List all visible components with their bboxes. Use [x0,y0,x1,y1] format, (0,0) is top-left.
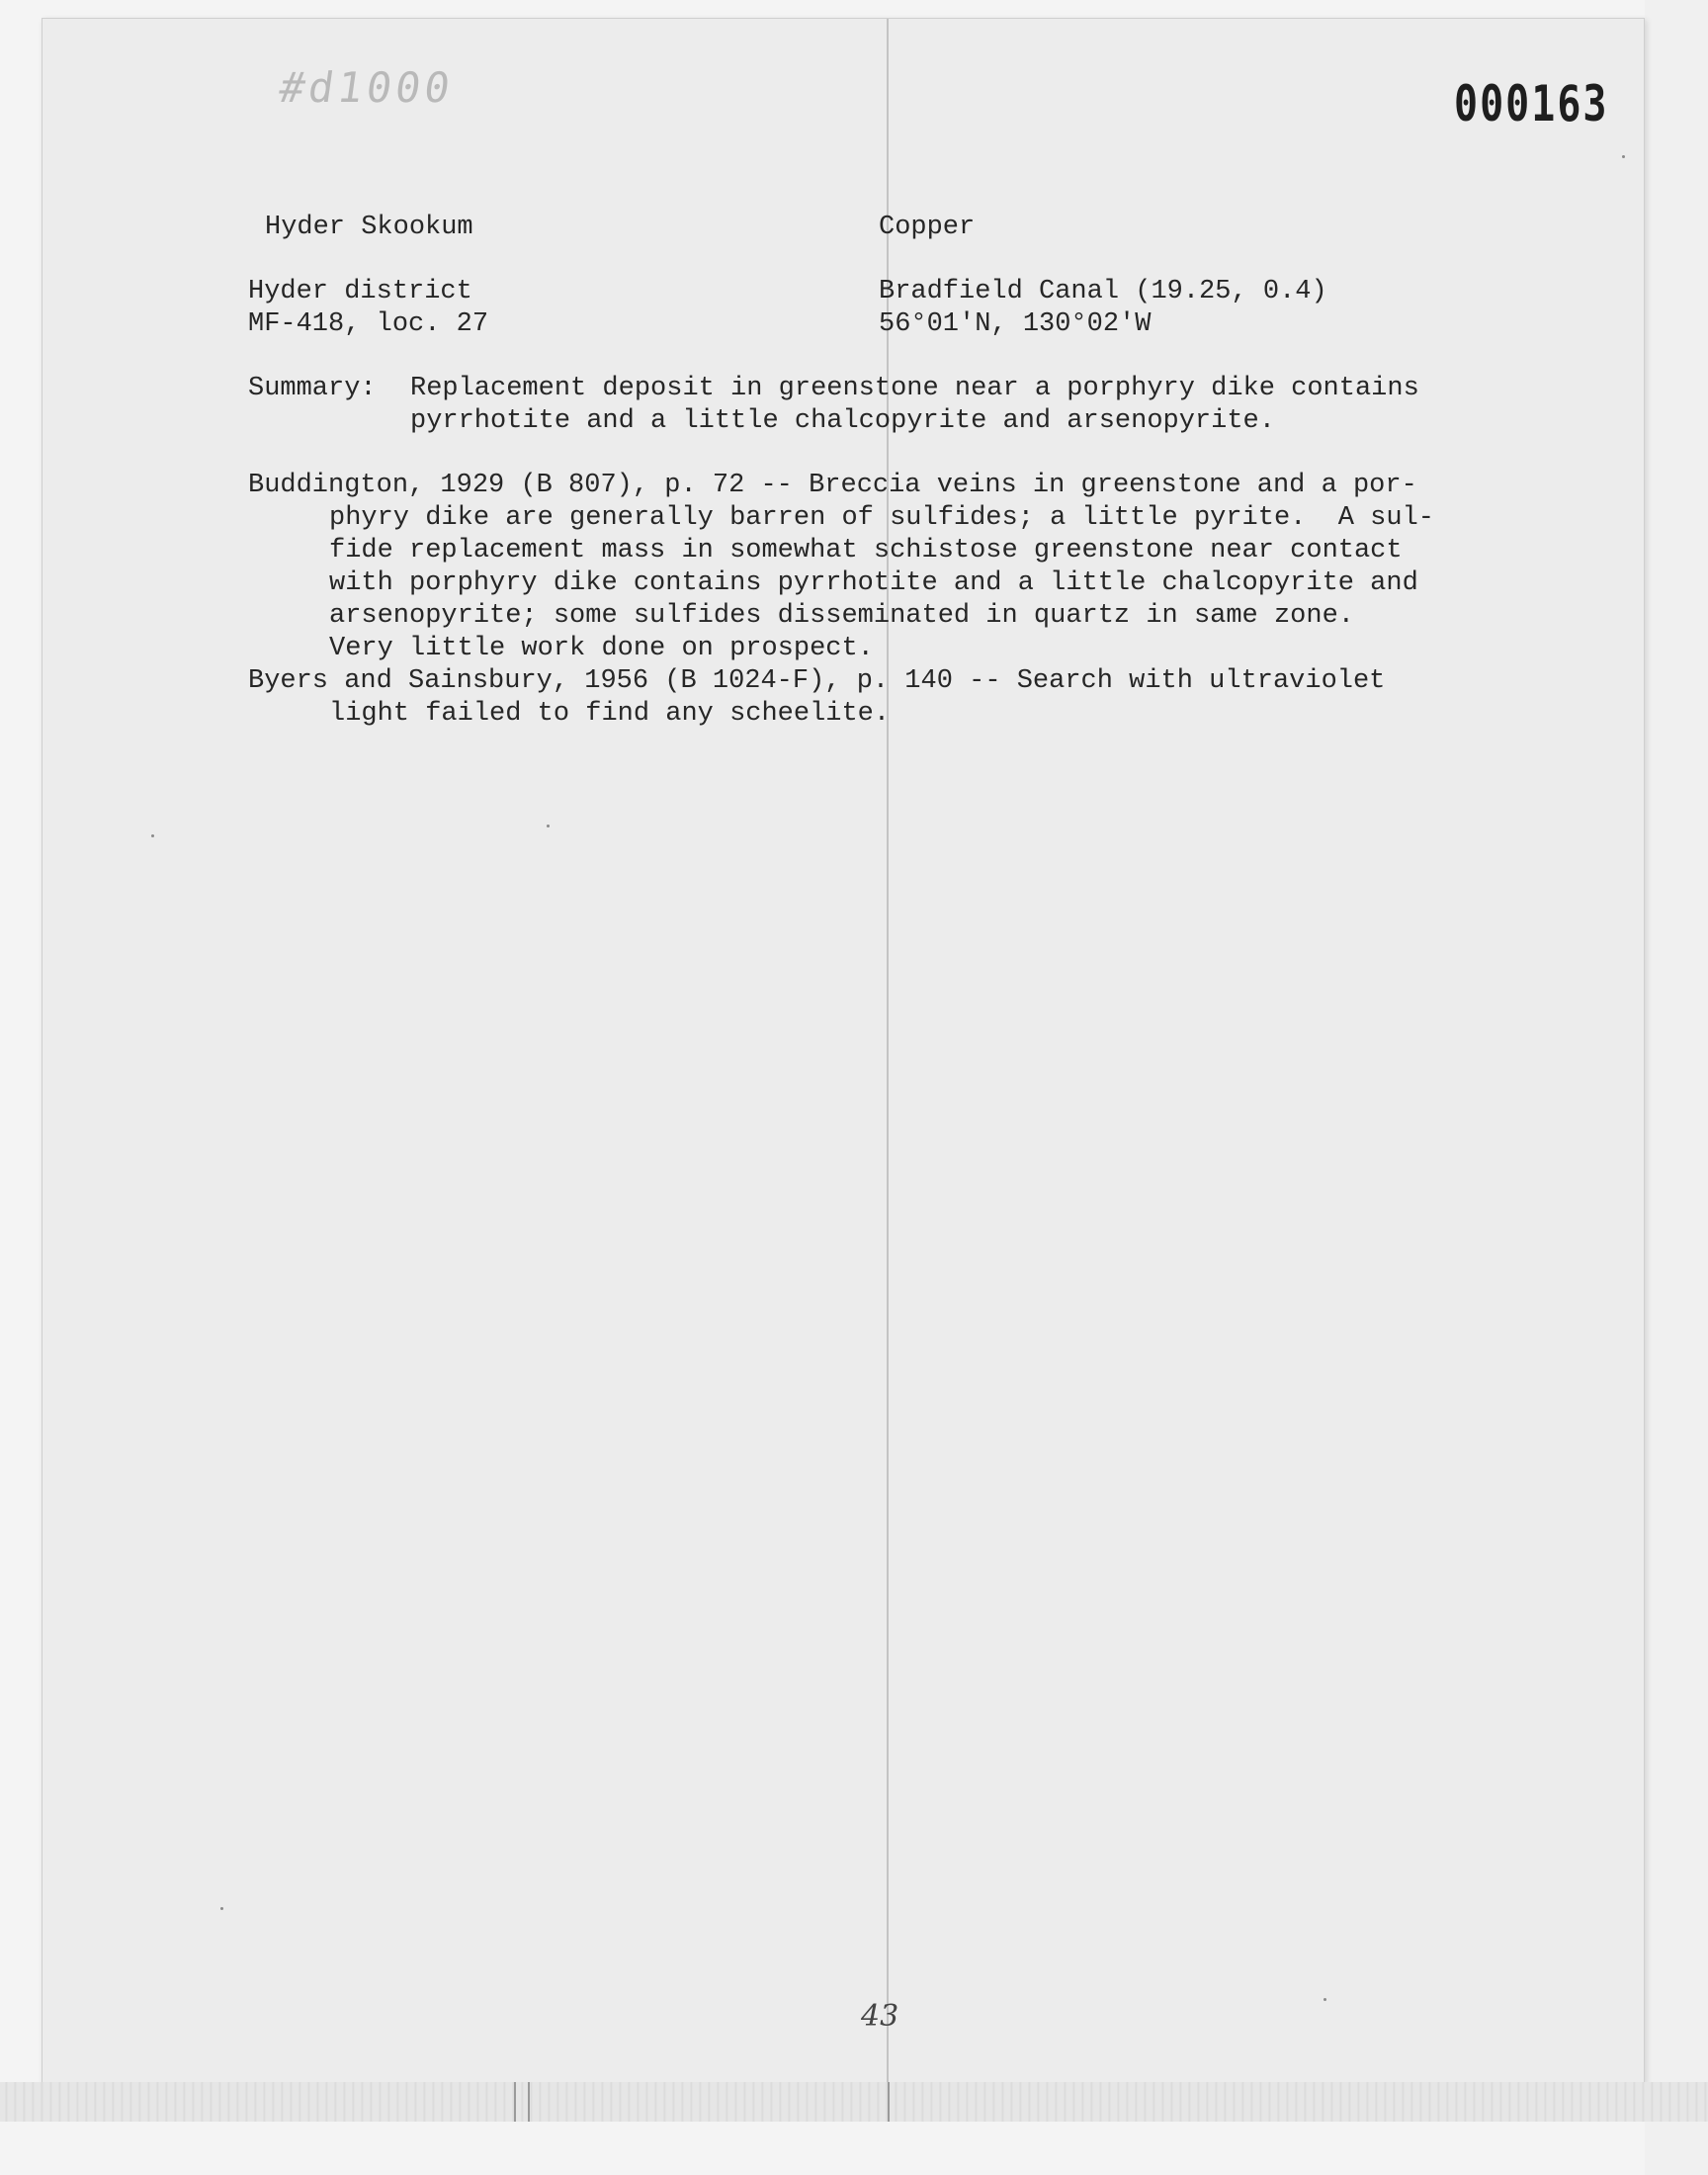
summary-line: pyrrhotite and a little chalcopyrite and arsenopyrite. [410,406,1275,436]
reference-line: Very little work done on prospect. [329,634,874,663]
scan-speck [220,1907,223,1910]
scan-speck [1622,155,1625,158]
scan-edge-mark [528,2082,530,2122]
quadrangle: Bradfield Canal (19.25, 0.4) [879,277,1327,306]
reference-line: with porphyry dike contains pyrrhotite and a little chalcopyrite and [329,568,1418,598]
document-page [42,18,1645,2084]
scan-speck [151,834,154,837]
summary-text [410,373,1419,438]
deposit-name: Hyder Skookum [265,213,473,242]
reference-buddington [248,470,1434,665]
scan-edge-mark [514,2082,516,2122]
reference-line: Buddington, 1929 (B 807), p. 72 -- Breccia veins in greenstone and a por- [248,471,1417,500]
reference-byers-sainsbury [248,665,1385,731]
page-number: 43 [861,1999,899,2034]
scan-speck [1324,1998,1326,2001]
coordinates: 56°01'N, 130°02'W [879,309,1152,339]
map-reference: MF-418, loc. 27 [248,309,489,339]
reference-line: fide replacement mass in somewhat schistose greenstone near contact [329,536,1403,566]
summary-label: Summary: [248,374,377,403]
reference-line: Byers and Sainsbury, 1956 (B 1024-F), p. 140 -- Search with ultraviolet [248,666,1386,696]
scan-margin [1645,0,1708,2175]
document-number-stamp: 000163 [1454,76,1609,133]
district: Hyder district [248,277,472,306]
summary-line: Replacement deposit in greenstone near a porphyry dike contains [410,374,1419,403]
reference-line: phyry dike are generally barren of sulfides; a little pyrite. A sul- [329,503,1434,533]
scan-edge-mark [888,2082,890,2122]
scan-edge [0,2082,1708,2122]
reference-line: arsenopyrite; some sulfides disseminated in quartz in same zone. [329,601,1354,631]
scan-speck [547,825,550,827]
archive-stamp: #d1000 [276,63,458,112]
commodity: Copper [879,213,976,242]
reference-line: light failed to find any scheelite. [329,699,891,729]
